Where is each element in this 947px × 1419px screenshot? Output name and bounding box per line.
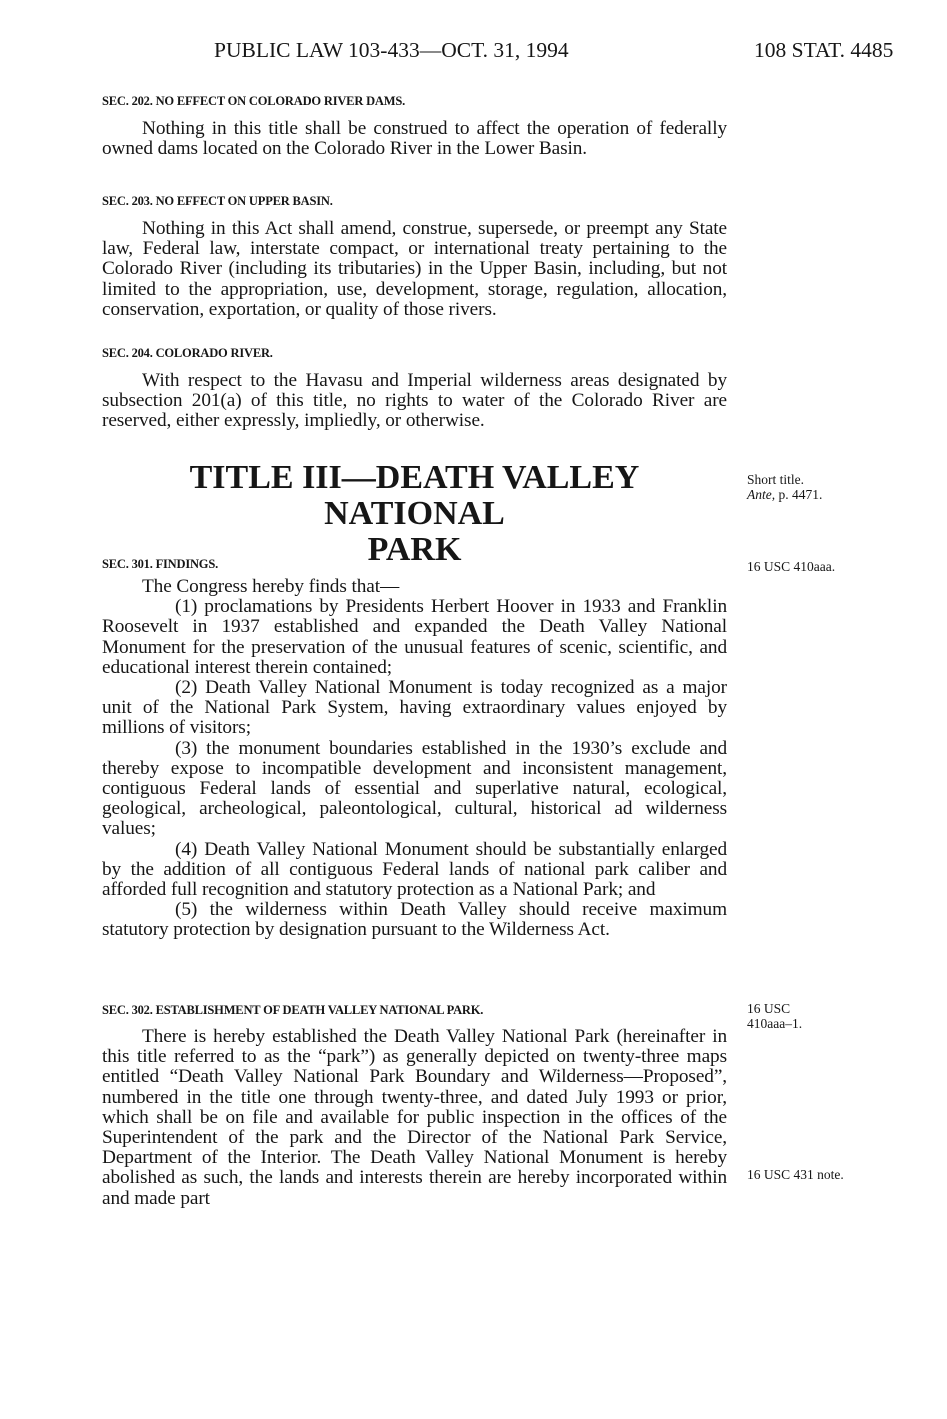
section-body: There is hereby established the Death Valley National Park (hereinafter in this title referred to as the “park”) as generally depicted on twenty-three maps entitled “Death Valley National Park Boundary and Wilderness—Proposed”, numbered in the title one through twenty-three, and dated July 1993 or prior, which shall be on file and available for public inspection in the offices of the Superintendent of the park and the Director of the National Park Service, Department of the Interior. The Death Valley National Monument is hereby abolished as such, the lands and interests therein are hereby incorporated within and made part	[102, 1026, 727, 1209]
section-heading: SEC. 204. COLORADO RIVER.	[102, 346, 273, 360]
section-heading: SEC. 301. FINDINGS.	[102, 557, 219, 571]
section-intro: The Congress hereby finds that—	[142, 576, 400, 597]
section-301	[102, 556, 727, 941]
title-heading-line-2: PARK	[367, 531, 462, 568]
margin-note-short-title: Short title. Ante, p. 4471.	[747, 472, 823, 502]
section-202	[102, 93, 727, 159]
section-204	[102, 345, 727, 432]
finding-item-2: (2) Death Valley National Monument is today recognized as a major unit of the National Park System, having extraordinary values enjoyed by millions of visitors;	[102, 677, 727, 739]
section-body: Nothing in this Act shall amend, construe, supersede, or preempt any State law, Federal law, interstate compact, or international treaty pertaining to the Colorado River (including its tributaries) in the Upper Basin, including, but not limited to the appropriation, use, development, storage, regulation, allocation, conservation, exportation, or quality of those rivers.	[102, 218, 727, 320]
finding-item-3: (3) the monument boundaries established in the 1930’s exclude and thereby expose to incompatible development and inconsistent management, contiguous Federal lands of essential and superlative natural, ecological, geological, archeological, paleontological, cultural, historical ad wilderness values;	[102, 737, 727, 840]
title-heading	[102, 460, 727, 568]
margin-note-usc-431: 16 USC 431 note.	[747, 1167, 844, 1182]
section-302	[102, 1002, 727, 1209]
section-heading: SEC. 302. ESTABLISHMENT OF DEATH VALLEY NATIONAL PARK.	[102, 1003, 484, 1017]
running-header-title: PUBLIC LAW 103-433—OCT. 31, 1994	[214, 38, 569, 62]
section-203	[102, 193, 727, 320]
finding-item-5: (5) the wilderness within Death Valley should receive maximum statutory protection by designation pursuant to the Wilderness Act.	[102, 899, 727, 941]
section-body: With respect to the Havasu and Imperial wilderness areas designated by subsection 201(a) of this title, no rights to water of the Colorado River are reserved, either expressly, impliedly, or otherwise.	[102, 370, 727, 432]
running-header-stat-page: 108 STAT. 4485	[754, 38, 894, 62]
margin-note-usc-301: 16 USC 410aaa.	[747, 559, 836, 574]
finding-item-4: (4) Death Valley National Monument should be substantially enlarged by the addition of all contiguous Federal lands of national park caliber and afforded full recognition and statutory protection as a National Park; and	[102, 838, 727, 901]
section-heading: SEC. 203. NO EFFECT ON UPPER BASIN.	[102, 194, 333, 208]
title-heading-line-1: TITLE III—DEATH VALLEY NATIONAL	[189, 459, 640, 532]
finding-item-1: (1) proclamations by Presidents Herbert Hoover in 1933 and Franklin Roosevelt in 1937 established and expanded the Death Valley National Monument for the preservation of the unusual features of scenic, scientific, and educational interest therein contained;	[102, 596, 727, 678]
margin-note-usc-302: 16 USC 410aaa–1.	[747, 1001, 803, 1031]
section-body: Nothing in this title shall be construed to affect the operation of federally owned dams located on the Colorado River in the Lower Basin.	[102, 118, 727, 160]
section-heading: SEC. 202. NO EFFECT ON COLORADO RIVER DAMS.	[102, 94, 406, 108]
